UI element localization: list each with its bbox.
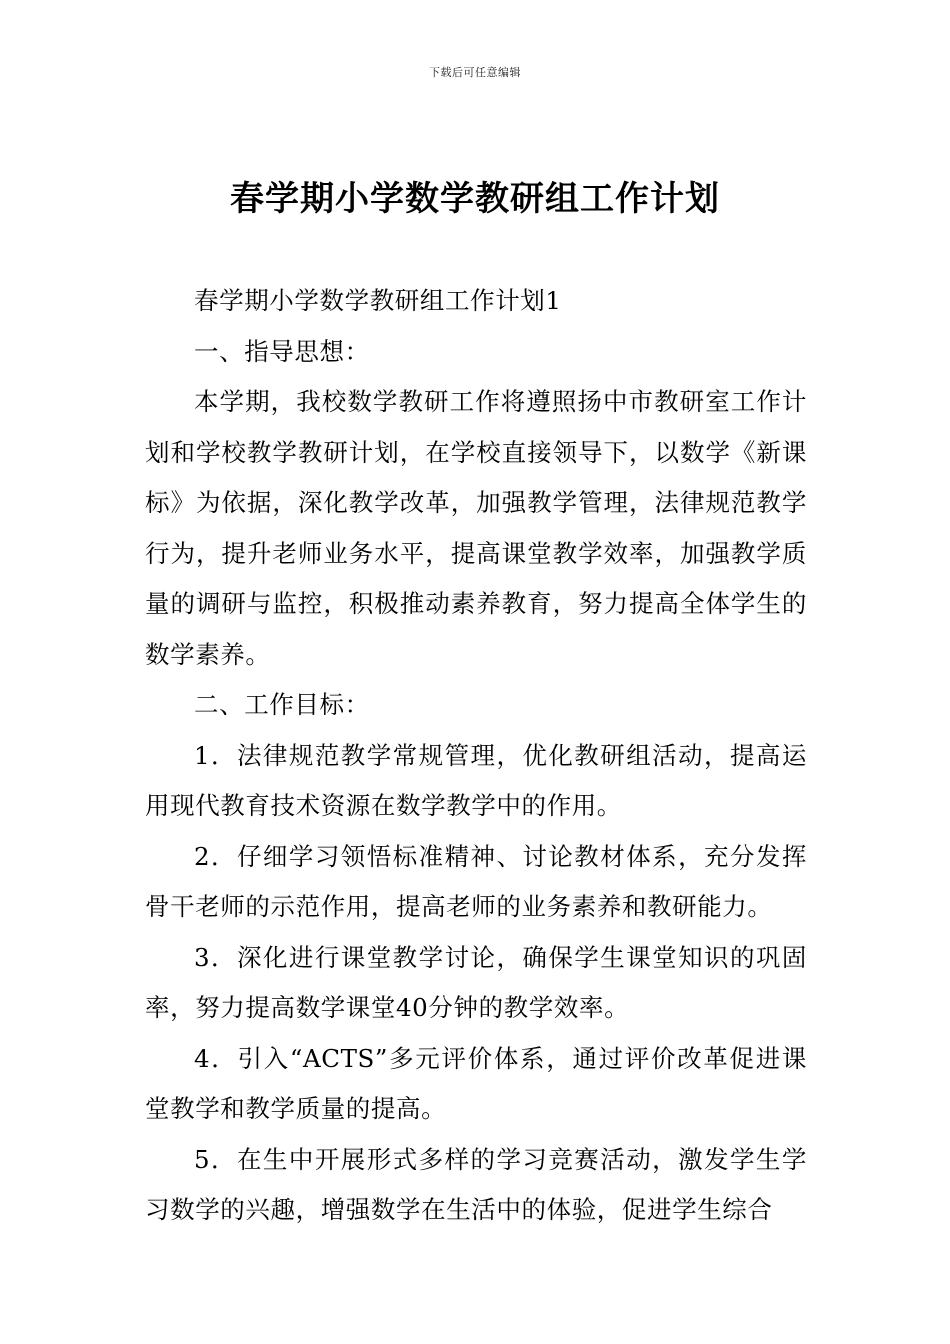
section-heading-work-goals: 二、工作目标： [194, 690, 370, 719]
goal-item-2: 2．仔细学习领悟标准精神、讨论教材体系，充分发挥骨干老师的示范作用，提高老师的业务素养和教研能力。 [145, 841, 807, 921]
document-body [145, 276, 807, 1236]
paragraph-guiding-thought: 本学期，我校数学教研工作将遵照扬中市教研室工作计划和学校教学教研计划，在学校直接领导下，以数学《新课标》为依据，深化教学改革，加强教学管理，法律规范教学行为，提升老师业务水平，提高课堂教学效率，加强教学质量的调研与监控，积极推动素养教育，努力提高全体学生的数学素养。 [145, 387, 807, 669]
goal-item-4: 4．引入“ACTS”多元评价体系，通过评价改革促进课堂教学和教学质量的提高。 [145, 1043, 807, 1123]
section-subtitle: 春学期小学数学教研组工作计划1 [194, 286, 562, 315]
document-title: 春学期小学数学教研组工作计划 [230, 179, 720, 219]
goal-item-1: 1．法律规范教学常规管理，优化教研组活动，提高运用现代教育技术资源在数学教学中的作用。 [145, 740, 807, 820]
header-note: 下载后可任意编辑 [429, 66, 521, 79]
section-heading-guiding-thought: 一、指导思想： [194, 336, 370, 366]
goal-item-3: 3．深化进行课堂教学讨论，确保学生课堂知识的巩固率，努力提高数学课堂40分钟的教学效率。 [145, 942, 807, 1022]
goal-item-5: 5．在生中开展形式多样的学习竞赛活动，激发学生学习数学的兴趣，增强数学在生活中的体验，促进学生综合 [145, 1144, 807, 1224]
